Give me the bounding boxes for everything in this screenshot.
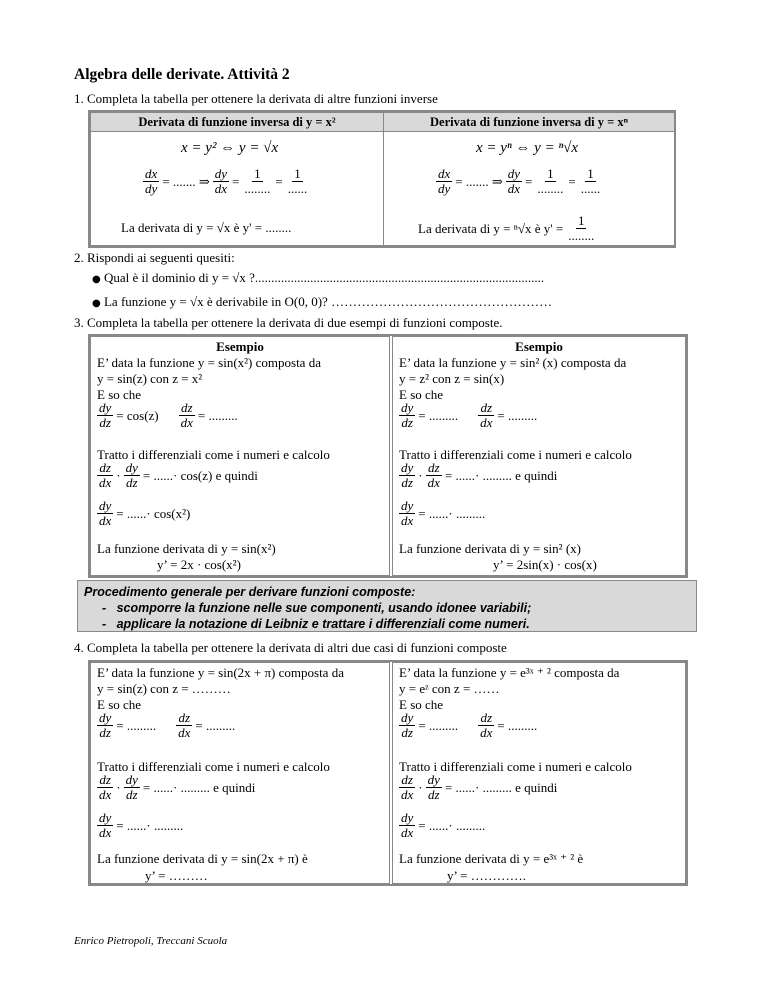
frac-num: dy xyxy=(507,166,521,181)
q3-left-final1: La funzione derivata di y = sin(x²) xyxy=(97,541,276,556)
q4-right-line2: y = eᶻ con z = …… xyxy=(399,681,500,696)
col2-cell xyxy=(383,131,675,246)
q4-right-dydx: $\frac{dy}{dx}$ = ......· ......... xyxy=(401,810,486,840)
frac-num: 1 xyxy=(577,213,585,228)
procedure-step-1-text: scomporre la funzione nelle sue componenti, usando idonee variabili; xyxy=(116,601,532,615)
frac-num: 1 xyxy=(294,166,301,181)
frac-num: 1 xyxy=(254,166,261,181)
q3-right-derivs: $\frac{dy}{dz}$ = ......... $\frac{dz}{dx}$ = ......... xyxy=(401,400,538,430)
q3-left-line2: y = sin(z) con z = x² xyxy=(97,371,203,386)
q3-left-dydx: $\frac{dy}{dx}$ = ......· cos(x²) xyxy=(99,498,191,528)
q3-left-prod-text: = ......· cos(z) e quindi xyxy=(142,467,258,483)
frac-den: ...... xyxy=(287,181,308,196)
q3-left-dydx-text: = ......· cos(x²) xyxy=(116,505,191,521)
q4-right-dzdx: = ......... xyxy=(497,717,538,733)
q2-bullet-1 xyxy=(92,270,544,286)
frac-num: 1 xyxy=(547,166,554,181)
q3-left-line1: E’ data la funzione y = sin(x²) composta da xyxy=(97,355,321,370)
q3-right-line3: E so che xyxy=(399,387,444,402)
q3-left-prod: $\frac{dz}{dx}$ · $\frac{dy}{dz}$ = ......· cos(z) e quindi xyxy=(99,460,258,490)
frac-den: ...... xyxy=(580,181,601,196)
q4-left-line1: E’ data la funzione y = sin(2x + π) composta da xyxy=(97,665,344,680)
q4-left-tratto: Tratto i differenziali come i numeri e calcolo xyxy=(97,759,330,774)
frac-den: dy xyxy=(438,181,451,196)
q4-right-derivs: $\frac{dy}{dz}$ = ......... $\frac{dz}{dx}$ = ......... xyxy=(401,710,538,740)
q3-right-final1: La funzione derivata di y = sin² (x) xyxy=(399,541,581,556)
q4-left-dydx: $\frac{dy}{dx}$ = ......· ......... xyxy=(99,810,184,840)
frac-den: dx xyxy=(214,181,228,196)
q3-right-cell xyxy=(392,336,686,576)
frac-num: 1 xyxy=(587,166,594,181)
col1-equation: x = y² ⇔ y = √x xyxy=(181,140,279,156)
inverse-table xyxy=(88,110,676,248)
col1-header: Derivata di funzione inversa di y = x² xyxy=(90,112,384,132)
q2-text: 2. Rispondi ai seguenti quesiti: xyxy=(74,250,235,265)
blank-text: = ....... ⇒ xyxy=(455,173,503,189)
q3-right-tratto: Tratto i differenziali come i numeri e calcolo xyxy=(399,447,632,462)
col2-equation: x = yⁿ ⇔ y = ⁿ√x xyxy=(476,140,579,156)
procedure-box xyxy=(77,580,697,632)
q3-left-final2: y’ = 2x · cos(x²) xyxy=(157,557,241,572)
q3-left-derivs: $\frac{dy}{dz}$ = cos(z) $\frac{dz}{dx}$ = ......... xyxy=(99,400,238,430)
q4-left-final1: La funzione derivata di y = sin(2x + π) è xyxy=(97,851,308,866)
q3-right-line2: y = z² con z = sin(x) xyxy=(399,371,505,386)
q4-left-prod-text: = ......· ......... e quindi xyxy=(142,779,256,795)
q4-right-cell xyxy=(392,662,686,884)
col2-fraction-row: $\frac{dx}{dy}$ = ....... ⇒ $\frac{dy}{dx}$ = $\frac{1}{........}$ = $\frac{1}{......}$ xyxy=(438,166,601,196)
q3-left-dzdx: = ......... xyxy=(197,407,238,423)
q4-right-prod: $\frac{dz}{dx}$ · $\frac{dy}{dz}$ = ......· ......... e quindi xyxy=(401,772,558,802)
q3-text: 3. Completa la tabella per ottenere la derivata di due esempi di funzioni composte. xyxy=(74,315,503,330)
procedure-step-2: - applicare la notazione di Leibniz e trattare i differenziali come numeri. xyxy=(102,617,530,631)
frac-num: dx xyxy=(145,166,158,181)
q4-left-cell xyxy=(90,662,390,884)
col1-result: La derivata di y = √x è y' = ........ xyxy=(121,220,292,235)
q2-b2-text: La funzione y = √x è derivabile in O(0, 0)? …………………………………………… xyxy=(103,294,553,309)
frac-den: dy xyxy=(145,181,158,196)
q3-right-dydx: $\frac{dy}{dx}$ = ......· ......... xyxy=(401,498,486,528)
footer: Enrico Pietropoli, Treccani Scuola xyxy=(74,935,228,947)
q4-left-prod: $\frac{dz}{dx}$ · $\frac{dy}{dz}$ = ......· ......... e quindi xyxy=(99,772,256,802)
q4-right-final1: La funzione derivata di y = e³ˣ ⁺ ² è xyxy=(399,851,584,866)
q3-right-prod-text: = ......· ......... e quindi xyxy=(444,467,558,483)
procedure-step-2-text: applicare la notazione di Leibniz e trattare i differenziali come numeri. xyxy=(116,617,530,631)
col2-result-text: La derivata di y = ⁿ√x è y' = xyxy=(418,220,564,236)
q4-left-dydx-text: = ......· ......... xyxy=(116,817,184,833)
blank-text: = ....... ⇒ xyxy=(162,173,210,189)
q4-right-line3: E so che xyxy=(399,697,444,712)
q4-left-dydz: = ......... xyxy=(116,717,157,733)
q3-left-header: Esempio xyxy=(216,339,264,354)
frac-num: dy xyxy=(214,166,228,181)
procedure-title: Procedimento generale per derivare funzioni composte: xyxy=(84,585,416,599)
q1-text: 1. Completa la tabella per ottenere la derivata di altre funzioni inverse xyxy=(74,91,438,106)
q3-left-tratto: Tratto i differenziali come i numeri e calcolo xyxy=(97,447,330,462)
page-title: Algebra delle derivate. Attività 2 xyxy=(74,66,290,83)
bullet-icon: ● xyxy=(92,298,101,309)
frac-den: ........ xyxy=(244,181,271,196)
col1-cell xyxy=(90,131,384,246)
q2-b1-text: Qual è il dominio di y = √x ?......................................................................................... xyxy=(103,270,545,285)
bullet-icon: ● xyxy=(92,274,101,285)
q3-left-cell xyxy=(90,336,390,576)
composite-table-2 xyxy=(88,660,688,886)
q4-text: 4. Completa la tabella per ottenere la derivata di altri due casi di funzioni composte xyxy=(74,640,507,655)
q4-right-dydx-text: = ......· ......... xyxy=(418,817,486,833)
frac-den: ........ xyxy=(568,228,595,243)
composite-table xyxy=(88,334,688,578)
col2-result xyxy=(418,214,596,243)
q3-left-dydz: = cos(z) xyxy=(116,407,159,423)
q4-right-dydz: = ......... xyxy=(418,717,459,733)
q4-left-line2: y = sin(z) con z = ……… xyxy=(97,681,231,696)
q3-right-final2: y’ = 2sin(x) · cos(x) xyxy=(493,557,597,572)
q4-right-final2: y’ = …………. xyxy=(447,868,526,883)
q3-right-dzdx: = ......... xyxy=(497,407,538,423)
q3-right-line1: E’ data la funzione y = sin² (x) composta da xyxy=(399,355,627,370)
frac-num: dx xyxy=(438,166,451,181)
q4-left-derivs: $\frac{dy}{dz}$ = ......... $\frac{dz}{dx}$ = ......... xyxy=(99,710,236,740)
frac-den: dx xyxy=(507,181,521,196)
q4-right-prod-text: = ......· ......... e quindi xyxy=(444,779,558,795)
q3-right-header: Esempio xyxy=(515,339,563,354)
q4-right-line1: E’ data la funzione y = e³ˣ ⁺ ² composta da xyxy=(399,665,620,680)
col2-header: Derivata di funzione inversa di y = xⁿ xyxy=(383,112,675,132)
q3-left-line3: E so che xyxy=(97,387,142,402)
frac-den: ........ xyxy=(537,181,564,196)
q3-right-dydx-text: = ......· ......... xyxy=(418,505,486,521)
q4-right-tratto: Tratto i differenziali come i numeri e calcolo xyxy=(399,759,632,774)
col1-fraction-row: $\frac{dx}{dy}$ = ....... ⇒ $\frac{dy}{dx}$ = $\frac{1}{........}$ = $\frac{1}{......}$ xyxy=(145,166,308,196)
q3-right-prod: $\frac{dy}{dz}$ · $\frac{dz}{dx}$ = ......· ......... e quindi xyxy=(401,460,558,490)
q4-left-final2: y’ = ……… xyxy=(145,868,208,883)
q3-right-dydz: = ......... xyxy=(418,407,459,423)
q4-left-line3: E so che xyxy=(97,697,142,712)
q2-bullet-2 xyxy=(92,294,552,310)
procedure-step-1: - scomporre la funzione nelle sue componenti, usando idonee variabili; xyxy=(102,601,532,615)
q4-left-dzdx: = ......... xyxy=(195,717,236,733)
